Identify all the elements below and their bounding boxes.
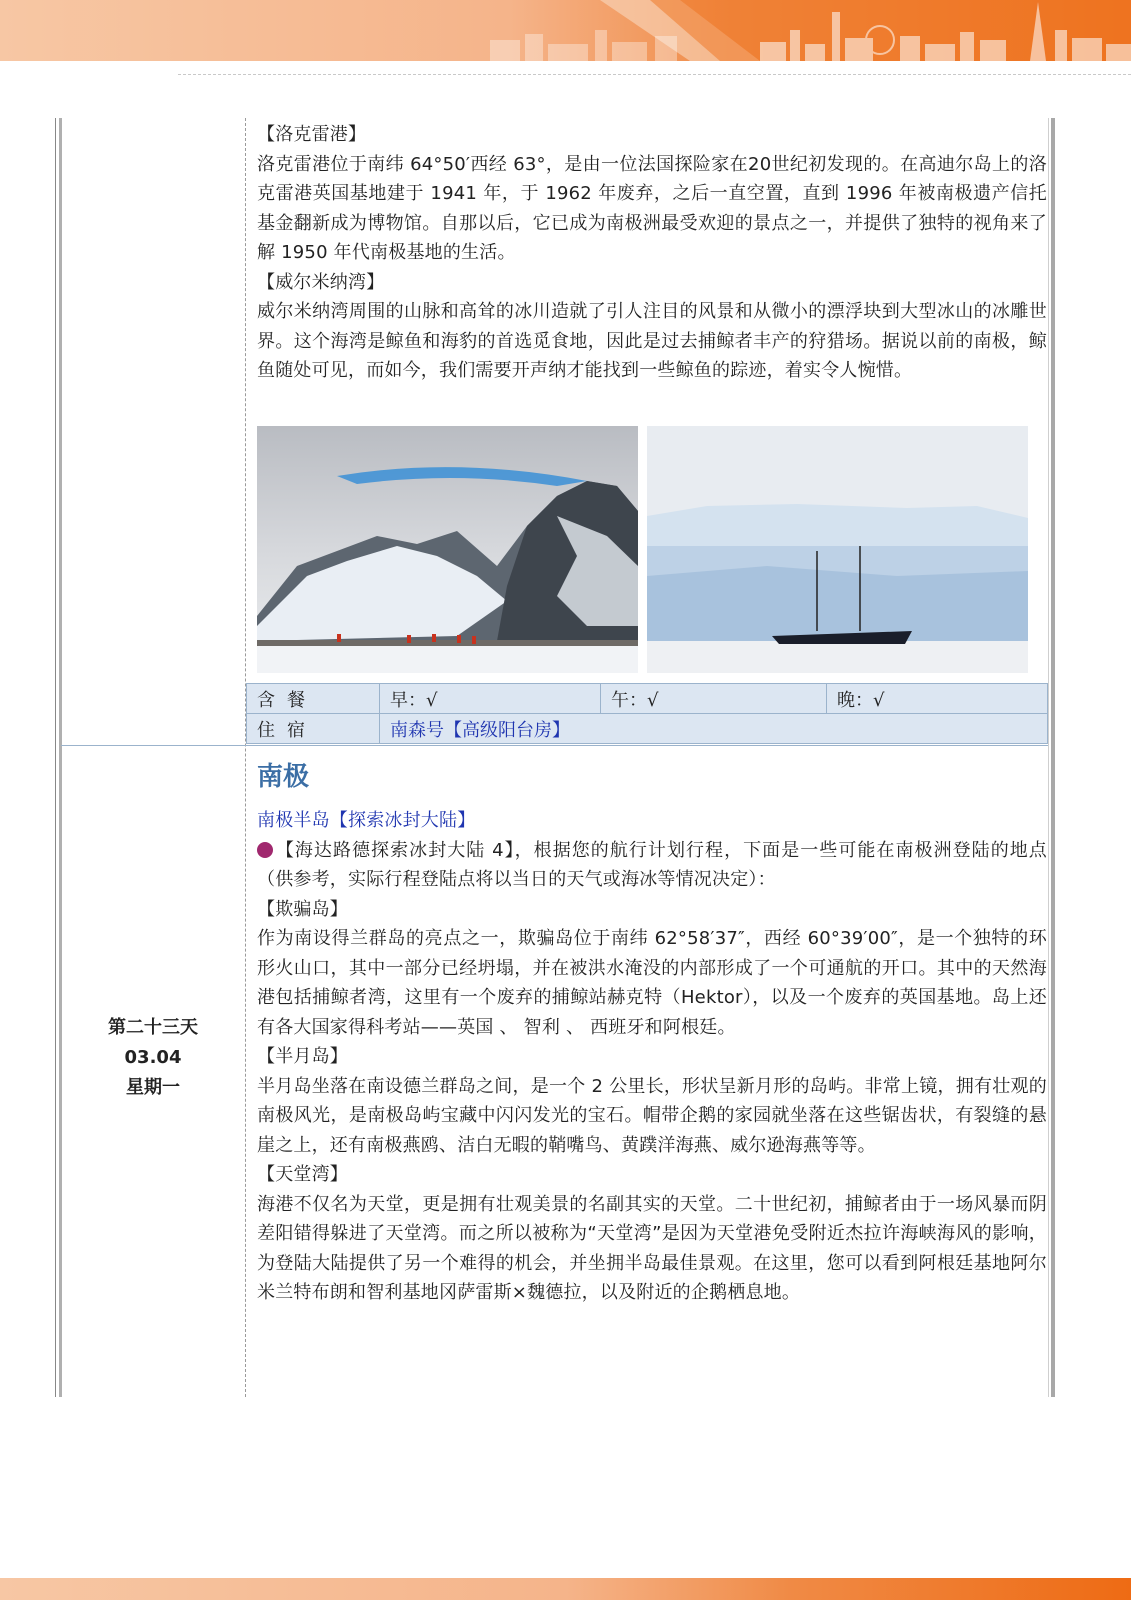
day-divider bbox=[61, 745, 1048, 746]
table-border-right bbox=[1051, 118, 1055, 1397]
day-subtitle: 南极半岛【探索冰封大陆】 bbox=[257, 810, 476, 831]
iceberg-ship-photo bbox=[647, 426, 1028, 673]
section-text: 半月岛坐落在南设德兰群岛之间，是一个 2 公里长，形状呈新月形的岛屿。非常上镜，拥有壮观的南极风光，是南极岛屿宝藏中闪闪发光的宝石。帽带企鹅的家园就坐落在这些锯齿状，有裂缝的悬崖之上，还有南极燕鸥、洁白无暇的鞘嘴鸟、黄蹼洋海燕、威尔逊海燕等等。 bbox=[257, 1075, 1047, 1156]
section-heading: 【威尔米纳湾】 bbox=[257, 271, 385, 293]
section-heading: 【欺骗岛】 bbox=[257, 898, 348, 920]
bullet-dot-icon bbox=[257, 842, 273, 858]
lodging-label: 住宿 bbox=[247, 714, 380, 744]
day-weekday: 星期一 bbox=[126, 1077, 180, 1098]
day-date: 03.04 bbox=[124, 1047, 182, 1068]
footer-banner bbox=[0, 1578, 1131, 1600]
section-heading: 【半月岛】 bbox=[257, 1046, 348, 1067]
dinner-cell: 晚：√ bbox=[827, 684, 1048, 714]
section-heading: 【天堂湾】 bbox=[257, 1164, 348, 1185]
section-heading: 【洛克雷港】 bbox=[257, 124, 367, 145]
section-text: 威尔米纳湾周围的山脉和高耸的冰川造就了引人注目的风景和从微小的漂浮块到大型冰山的冰雕世界。这个海湾是鲸鱼和海豹的首选觅食地，因此是过去捕鲸者丰产的狩猎场。据说以前的南极，鲸鱼随处可见，而如今，我们需要开声纳才能找到一些鲸鱼的踪迹，着实令人惋惜。 bbox=[257, 301, 1047, 381]
previous-day-content bbox=[257, 120, 1047, 386]
section-text: 洛克雷港位于南纬 64°50′西经 63°，是由一位法国探险家在20世纪初发现的。在高迪尔岛上的洛克雷港英国基地建于 1941 年，于 1962 年废弃，之后一直空置，直到 1996 年被南极遗产信托基金翻新成为博物馆。自那以后，它已成为南极洲最受欢迎的景点之一，并提供了独特的视角来了解 1950 年代南极基地的生活。 bbox=[257, 153, 1047, 263]
day-intro: 【海达路德探索冰封大陆 4】，根据您的航行计划行程，下面是一些可能在南极洲登陆的地点（供参考，实际行程登陆点将以当日的天气或海冰等情况决定）： bbox=[257, 839, 1047, 890]
header-banner bbox=[0, 0, 1131, 61]
breakfast-cell: 早：√ bbox=[380, 684, 601, 714]
lunch-cell: 午：√ bbox=[601, 684, 827, 714]
column-divider bbox=[245, 118, 246, 1397]
table-border-right-inner bbox=[1048, 118, 1049, 1397]
meals-lodging-table bbox=[246, 683, 1048, 744]
day23-content bbox=[257, 806, 1047, 1308]
meals-label: 含餐 bbox=[247, 684, 380, 714]
lodging-value: 南森号【高级阳台房】 bbox=[380, 714, 1048, 744]
day-number: 第二十三天 bbox=[108, 1017, 198, 1038]
city-skyline-decoration bbox=[0, 0, 1131, 61]
header-rule bbox=[178, 74, 1131, 75]
section-text: 海港不仅名为天堂，更是拥有壮观美景的名副其实的天堂。二十世纪初，捕鲸者由于一场风暴而阴差阳错得躲进了天堂湾。而之所以被称为“天堂湾”是因为天堂港免受附近杰拉许海峡海风的影响，为登陆大陆提供了另一个难得的机会，并坐拥半岛最佳景观。在这里，您可以看到阿根廷基地阿尔米兰特布朗和智利基地冈萨雷斯×魏德拉，以及附近的企鹅栖息地。 bbox=[257, 1193, 1047, 1303]
section-text: 作为南设得兰群岛的亮点之一，欺骗岛位于南纬 62°58′37″，西经 60°39′00″，是一个独特的环形火山口，其中一部分已经坍塌，并在被洪水淹没的内部形成了一个可通航的开口。其中的天然海港包括捕鲸者湾，这里有一个废弃的捕鲸站赫克特（Hektor），以及一个废弃的英国基地。岛上还有各大国家得科考站——英国 、 智利 、 西班牙和阿根廷。 bbox=[257, 928, 1047, 1038]
photo-row bbox=[257, 426, 1047, 673]
mountain-glacier-photo bbox=[257, 426, 638, 673]
day-title: 南极 bbox=[257, 762, 310, 792]
day-label bbox=[61, 1013, 245, 1103]
